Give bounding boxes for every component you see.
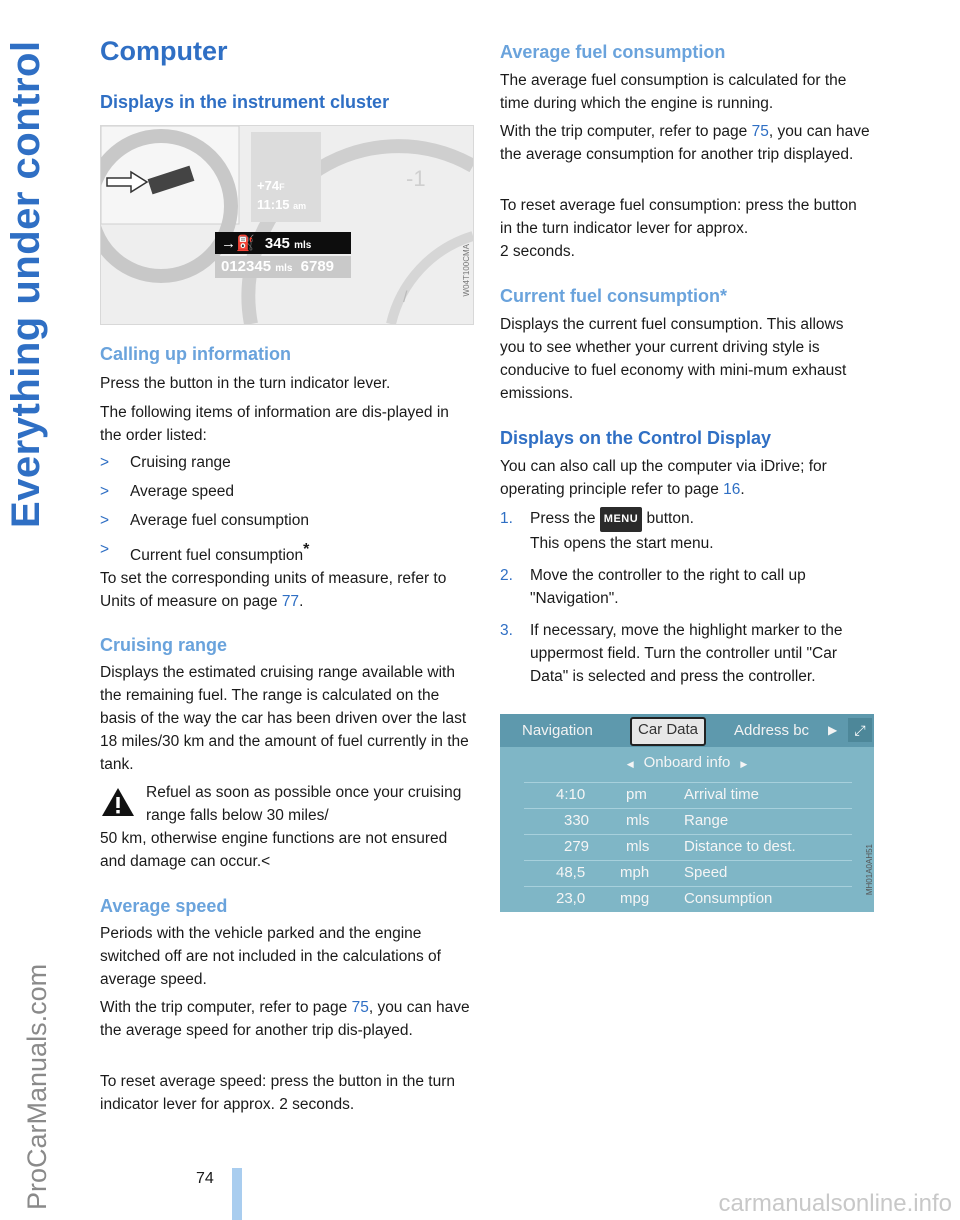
svg-text:-1: -1: [406, 166, 426, 191]
table-row[interactable]: 4:10 pm Arrival time: [524, 782, 852, 808]
table-row[interactable]: 279 mls Distance to dest.: [524, 834, 852, 860]
bullet-marker: >: [100, 454, 110, 471]
tab-address-book[interactable]: Address bc: [734, 722, 810, 739]
page-title: Computer: [100, 36, 228, 66]
heading-current-fuel: Current fuel consumption*: [500, 286, 728, 306]
chevron-right-icon: ▶: [740, 759, 748, 769]
cluster-odometer-unit: mls: [275, 263, 293, 274]
idrive-tab-bar: [500, 714, 874, 747]
chevron-left-icon: ◀: [626, 759, 634, 769]
bullet-marker: >: [100, 541, 110, 558]
bullet-marker: >: [100, 512, 110, 529]
cruising-text: Displays the estimated cruising range available with the remaining fuel. The range is calculated on the basis of the way the car has been driven over the last 18 miles/30 km and the amount of fuel currently in the tank.: [100, 664, 469, 773]
optional-equipment-asterisk: *: [303, 541, 310, 558]
side-watermark: ProCarManuals.com: [22, 963, 52, 1210]
instrument-cluster-illustration: [101, 126, 473, 324]
list-item: > Cruising range: [100, 451, 470, 480]
steps-list: [500, 507, 872, 688]
step-item: 2. Move the controller to the right to call up "Navigation".: [500, 564, 872, 610]
page-link-75[interactable]: 75: [351, 999, 369, 1016]
tab-car-data[interactable]: Car Data: [630, 717, 706, 746]
list-item: > Current fuel consumption*: [100, 538, 470, 567]
step-number: 2.: [500, 567, 513, 584]
cluster-odometer-value: 012345: [221, 258, 272, 275]
page-number: 74: [196, 1170, 214, 1187]
list-item: > Average fuel consumption: [100, 509, 470, 538]
menu-key-icon: MENU: [600, 507, 642, 532]
page-link-77[interactable]: 77: [281, 593, 300, 610]
heading-average-speed: Average speed: [100, 896, 228, 916]
avg-speed-text-3: To reset average speed: press the button in the turn indicator lever for approx. 2 seconds.: [100, 1073, 456, 1113]
warning-text-b: 50 km, otherwise engine functions are not ensured and damage can occur.<: [100, 830, 448, 870]
svg-text:/: /: [403, 289, 408, 306]
calling-text-1: Press the button in the turn indicator lever.: [100, 375, 391, 392]
table-row[interactable]: 330 mls Range: [524, 808, 852, 834]
cluster-range-value: 345: [264, 235, 290, 252]
info-items-list: [100, 451, 470, 567]
heading-cruising-range: Cruising range: [100, 635, 228, 655]
tab-scroll-right-icon[interactable]: ▶: [828, 723, 838, 737]
step-number: 1.: [500, 510, 513, 527]
page-link-16[interactable]: 16: [723, 481, 741, 498]
side-section-title: Everything under control: [4, 40, 48, 528]
avg-speed-text-1: Periods with the vehicle parked and the engine switched off are not included in the calculations of average speed.: [100, 925, 441, 988]
units-text: To set the corresponding units of measure, refer to Units of measure on page 77.: [100, 570, 447, 610]
controller-arrows-icon: ⤢: [848, 718, 872, 742]
table-row[interactable]: 48,5 mph Speed: [524, 860, 852, 886]
figure-code: W04T100CMA: [462, 244, 471, 297]
cluster-temp-unit: F: [279, 182, 285, 192]
current-fuel-text: Displays the current fuel consumption. This allows you to see whether your current driving style is conducive to fuel economy with mini-mum exhaust emissions.: [500, 316, 847, 402]
heading-control-display: Displays on the Control Display: [500, 428, 772, 448]
step-item: 3. If necessary, move the highlight marker to the uppermost field. Turn the controller until "Car Data" is selected and press the controller.: [500, 619, 872, 688]
calling-text-2: The following items of information are dis-played in the order listed:: [100, 404, 449, 444]
cluster-range-unit: mls: [294, 240, 312, 251]
tab-navigation[interactable]: Navigation: [522, 722, 593, 739]
avg-fuel-text-1: The average fuel consumption is calculated for the time during which the engine is running.: [500, 72, 847, 112]
fuel-pump-icon: →⛽: [221, 235, 255, 252]
table-row[interactable]: 23,0 mpg Consumption: [524, 886, 852, 912]
step-item: 1. Press the MENU button. This opens the start menu.: [500, 507, 872, 555]
bullet-marker: >: [100, 483, 110, 500]
control-display-text: You can also call up the computer via iDrive; for operating principle refer to page 16.: [500, 458, 827, 498]
control-display-figure: [500, 714, 874, 912]
end-mark: <: [261, 853, 271, 870]
footer-watermark: carmanualsonline.info: [718, 1190, 952, 1217]
heading-calling-up: Calling up information: [100, 344, 291, 364]
page-number-bar: [232, 1168, 242, 1220]
instrument-cluster-figure: [100, 125, 474, 325]
cluster-clock-value: 11:15: [257, 197, 290, 212]
heading-instrument-cluster: Displays in the instrument cluster: [100, 92, 390, 112]
cluster-trip-value: 6789: [300, 258, 335, 275]
step-number: 3.: [500, 622, 513, 639]
warning-triangle-icon: [100, 786, 136, 818]
avg-fuel-text-3: To reset average fuel consumption: press the button in the turn indicator lever for approx. 2 seconds.: [500, 197, 857, 260]
page-link-75[interactable]: 75: [751, 123, 769, 140]
figure-code: MH01A0AH51: [865, 844, 874, 896]
onboard-info-header: ◀ Onboard info ▶: [626, 754, 748, 771]
warning-text-a: Refuel as soon as possible once your cruising range falls below 30 miles/: [146, 784, 462, 824]
heading-average-fuel: Average fuel consumption: [500, 42, 726, 62]
cluster-clock-unit: am: [293, 201, 307, 211]
idrive-screen: [500, 714, 874, 912]
avg-fuel-text-2: With the trip computer, refer to page 75, you can have the average consumption for another trip displayed.: [500, 123, 870, 163]
avg-speed-text-2: With the trip computer, refer to page 75, you can have the average speed for another trip dis-played.: [100, 999, 470, 1039]
cluster-temp-value: +74: [257, 178, 280, 193]
list-item: > Average speed: [100, 480, 470, 509]
